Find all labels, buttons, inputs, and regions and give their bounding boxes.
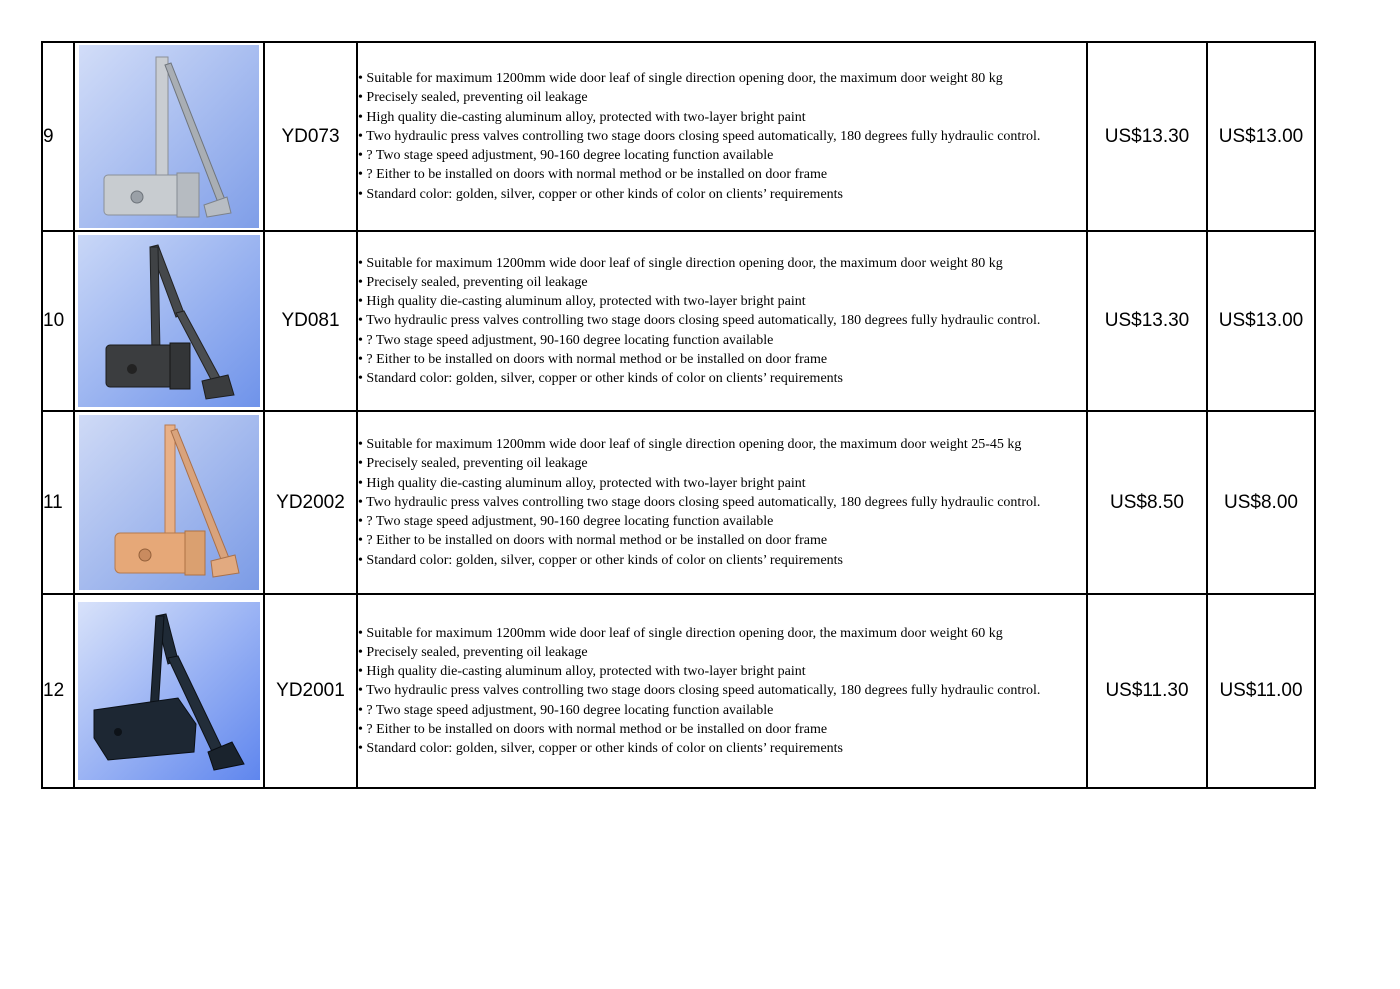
table-row — [42, 411, 1315, 594]
table-row — [42, 594, 1315, 788]
description-line: • ? Two stage speed adjustment, 90-160 degree locating function available — [358, 514, 774, 530]
product-image-cell — [74, 411, 264, 594]
copper-door-closer-photo — [79, 415, 259, 590]
item-number: 11 — [42, 411, 74, 594]
model-code: YD2002 — [264, 411, 357, 594]
description-line: • Standard color: golden, silver, copper or other kinds of color on clients’ requirements — [358, 186, 844, 202]
description-line: • ? Two stage speed adjustment, 90-160 degree locating function available — [358, 702, 774, 718]
silver-door-closer-photo — [79, 45, 259, 228]
price-one: US$8.50 — [1087, 411, 1207, 594]
dark-door-closer-photo — [78, 235, 260, 407]
product-description — [357, 411, 1087, 594]
model-code: YD081 — [264, 231, 357, 411]
description-line: • Standard color: golden, silver, copper or other kinds of color on clients’ requirements — [358, 371, 844, 386]
description-line: • High quality die-casting aluminum alloy, protected with two-layer bright paint — [358, 294, 806, 310]
price-two: US$13.00 — [1207, 231, 1315, 411]
description-line: • Suitable for maximum 1200mm wide door leaf of single direction opening door, the maximum door weight 25-45 kg — [358, 437, 1022, 453]
model-code: YD2001 — [264, 594, 357, 788]
description-line: • ? Either to be installed on doors with normal method or be installed on door frame — [358, 167, 828, 183]
product-description — [357, 231, 1087, 411]
description-line: • Precisely sealed, preventing oil leakage — [358, 456, 588, 472]
product-image-cell — [74, 42, 264, 231]
description-line: • Standard color: golden, silver, copper or other kinds of color on clients’ requirements — [358, 552, 844, 568]
item-number: 10 — [42, 231, 74, 411]
description-line: • ? Either to be installed on doors with normal method or be installed on door frame — [358, 533, 828, 549]
description-line: • Suitable for maximum 1200mm wide door leaf of single direction opening door, the maximum door weight 80 kg — [358, 71, 1003, 87]
description-line: • Precisely sealed, preventing oil leakage — [358, 274, 588, 290]
description-line: • High quality die-casting aluminum alloy, protected with two-layer bright paint — [358, 664, 806, 680]
description-line: • ? Either to be installed on doors with normal method or be installed on door frame — [358, 351, 828, 367]
item-number: 9 — [42, 42, 74, 231]
description-line: • Two hydraulic press valves controlling two stage doors closing speed automatically, 180 degrees fully hydraulic control. — [358, 683, 1041, 699]
description-line: • Two hydraulic press valves controlling two stage doors closing speed automatically, 180 degrees fully hydraulic control. — [358, 313, 1041, 329]
description-line: • High quality die-casting aluminum alloy, protected with two-layer bright paint — [358, 475, 806, 491]
description-line: • ? Either to be installed on doors with normal method or be installed on door frame — [358, 721, 828, 737]
description-line: • Standard color: golden, silver, copper or other kinds of color on clients’ requirements — [358, 741, 844, 756]
product-description — [357, 42, 1087, 231]
price-one: US$13.30 — [1087, 231, 1207, 411]
product-image-cell — [74, 231, 264, 411]
item-number: 12 — [42, 594, 74, 788]
description-line: • Two hydraulic press valves controlling two stage doors closing speed automatically, 180 degrees fully hydraulic control. — [358, 128, 1041, 144]
description-line: • Precisely sealed, preventing oil leakage — [358, 90, 588, 106]
price-two: US$11.00 — [1207, 594, 1315, 788]
black-door-closer-photo — [78, 602, 260, 780]
price-one: US$11.30 — [1087, 594, 1207, 788]
product-description — [357, 594, 1087, 788]
price-one: US$13.30 — [1087, 42, 1207, 231]
description-line: • ? Two stage speed adjustment, 90-160 degree locating function available — [358, 148, 774, 164]
table-row — [42, 231, 1315, 411]
model-code: YD073 — [264, 42, 357, 231]
description-line: • Suitable for maximum 1200mm wide door leaf of single direction opening door, the maximum door weight 60 kg — [358, 625, 1003, 641]
description-line: • Precisely sealed, preventing oil leakage — [358, 644, 588, 660]
product-image-cell — [74, 594, 264, 788]
description-line: • High quality die-casting aluminum alloy, protected with two-layer bright paint — [358, 109, 806, 125]
price-two: US$8.00 — [1207, 411, 1315, 594]
description-line: • Suitable for maximum 1200mm wide door leaf of single direction opening door, the maximum door weight 80 kg — [358, 255, 1003, 271]
product-table — [41, 41, 1316, 789]
description-line: • ? Two stage speed adjustment, 90-160 degree locating function available — [358, 332, 774, 348]
table-row — [42, 42, 1315, 231]
price-two: US$13.00 — [1207, 42, 1315, 231]
description-line: • Two hydraulic press valves controlling two stage doors closing speed automatically, 180 degrees fully hydraulic control. — [358, 494, 1041, 510]
